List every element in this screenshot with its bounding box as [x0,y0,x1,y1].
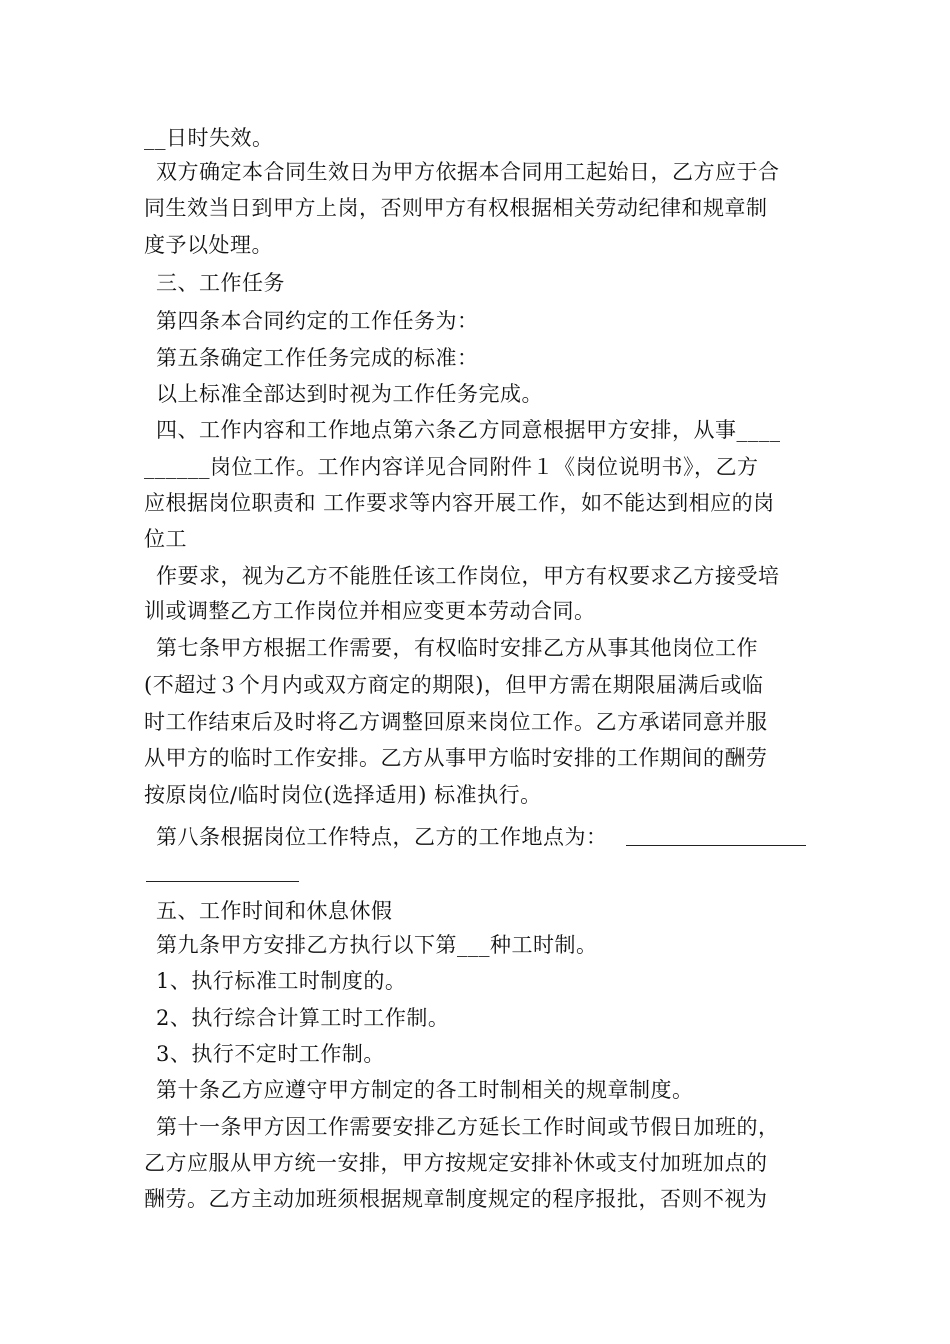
text-line: 乙方应服从甲方统一安排，甲方按规定安排补休或支付加班加点的 [144,1151,768,1175]
section-heading: 五、工作时间和休息休假 [156,899,393,923]
text-line: 位工 [144,527,187,551]
text-line: 双方确定本合同生效日为甲方依据本合同用工起始日，乙方应于合 [156,160,780,184]
text-line: 同生效当日到甲方上岗，否则甲方有权根据相关劳动纪律和规章制 [144,196,768,220]
fill-in-blank-line [626,845,806,846]
text-line: 训或调整乙方工作岗位并相应变更本劳动合同。 [144,599,596,623]
text-line: 第十一条甲方因工作需要安排乙方延长工作时间或节假日加班的， [156,1115,780,1139]
text-line: 第五条确定工作任务完成的标准： [156,346,479,370]
text-line: 以上标准全部达到时视为工作任务完成。 [156,382,543,406]
text-line: 按原岗位/临时岗位(选择适用) 标准执行。 [144,783,542,807]
text-line: __日时失效。 [144,126,274,150]
list-item: 2、执行综合计算工时工作制。 [156,1006,450,1030]
text-line: 酬劳。乙方主动加班须根据规章制度规定的程序报批，否则不视为 [144,1187,768,1211]
text-line: 第八条根据岗位工作特点，乙方的工作地点为： [156,825,608,849]
text-line: 度予以处理。 [144,233,273,257]
section-heading: 三、工作任务 [156,271,285,295]
text-line: 应根据岗位职责和 工作要求等内容开展工作，如不能达到相应的岗 [144,491,775,515]
text-line: 时工作结束后及时将乙方调整回原来岗位工作。乙方承诺同意并服 [144,710,768,734]
text-line: (不超过３个月内或双方商定的期限)，但甲方需在期限届满后或临 [144,673,764,697]
list-item: 1、执行标准工时制度的。 [156,969,407,993]
text-line: ______岗位工作。工作内容详见合同附件１《岗位说明书》，乙方 [144,455,759,479]
fill-in-blank-line [146,881,299,882]
section-heading: 四、工作内容和工作地点第六条乙方同意根据甲方安排，从事____ [156,418,781,442]
text-line: 第十条乙方应遵守甲方制定的各工时制相关的规章制度。 [156,1078,694,1102]
text-line: 第四条本合同约定的工作任务为： [156,309,479,333]
text-line: 作要求，视为乙方不能胜任该工作岗位，甲方有权要求乙方接受培 [156,564,780,588]
text-line: 第七条甲方根据工作需要，有权临时安排乙方从事其他岗位工作 [156,636,758,660]
list-item: 3、执行不定时工作制。 [156,1042,385,1066]
text-line: 第九条甲方安排乙方执行以下第___种工时制。 [156,933,598,957]
text-line: 从甲方的临时工作安排。乙方从事甲方临时安排的工作期间的酬劳 [144,746,768,770]
